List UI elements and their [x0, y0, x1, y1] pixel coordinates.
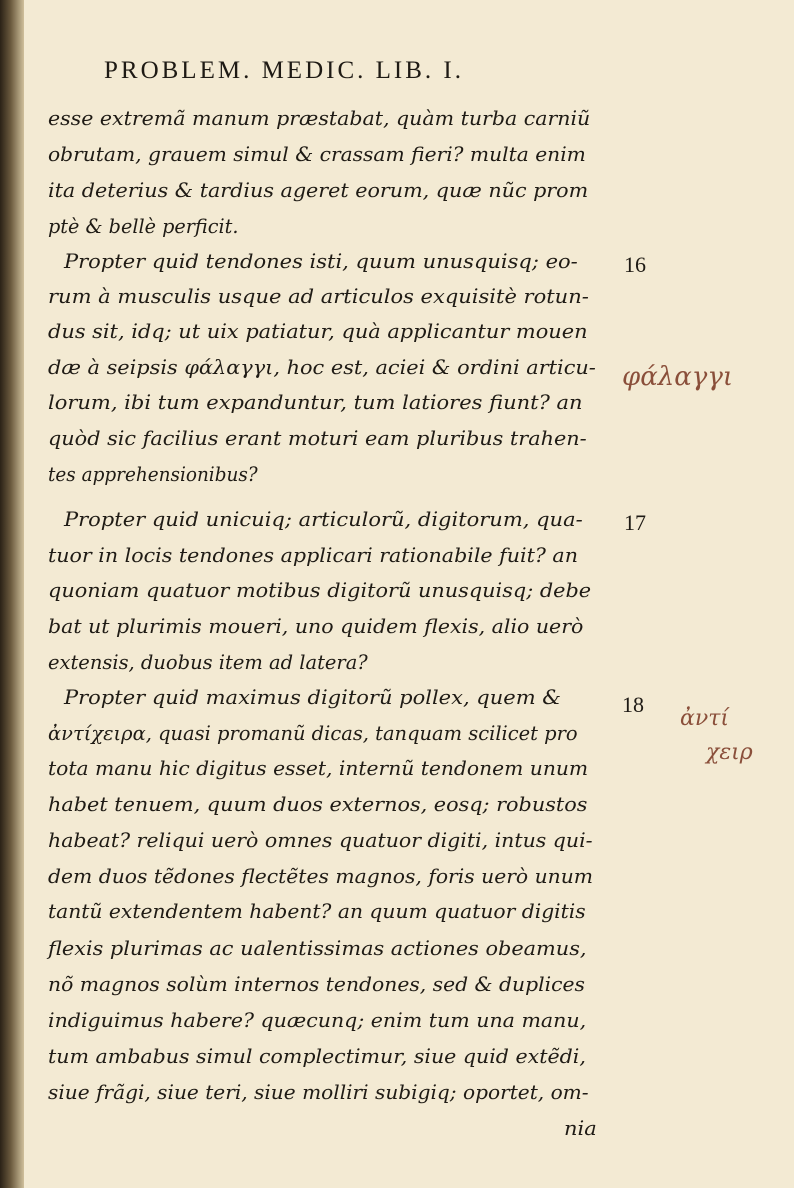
text-line: Propter quid tendones isti, quum unusquisq; eo-: [64, 249, 578, 273]
text-line: dæ à seipsis φάλαγγι, hoc est, aciei & ordini articu-: [48, 355, 596, 379]
marginal-annotation-phalangi: φάλαγγι: [622, 362, 734, 392]
page-edge: [794, 0, 800, 1188]
text-line: tantũ extendentem habent? an quum quatuor digitis: [48, 899, 586, 923]
text-line: Propter quid unicuiq; articulorũ, digitorum, qua-: [64, 507, 583, 531]
text-line: siue frãgi, siue teri, siue molliri subigiq; oportet, om-: [48, 1080, 589, 1104]
text-line: lorum, ibi tum expanduntur, tum latiores fiunt? an: [48, 390, 583, 414]
text-line: bat ut plurimis moueri, uno quidem flexis, alio uerò: [48, 614, 584, 638]
problem-number-17: 17: [624, 510, 646, 535]
text-line: indiguimus habere? quæcunq; enim tum una manu,: [48, 1008, 587, 1032]
marginal-annotation-cheir: χειρ: [706, 740, 753, 765]
text-line: dem duos tẽdones flectẽtes magnos, foris uerò unum: [48, 864, 594, 888]
marginal-annotation-anti: ἀντί: [680, 706, 730, 731]
text-line: ptè & bellè perficit.: [48, 214, 239, 238]
text-line: habet tenuem, quum duos externos, eosq; robustos: [48, 792, 588, 816]
text-line: extensis, duobus item ad latera?: [48, 650, 368, 674]
text-line: habeat? reliqui uerò omnes quatuor digiti, intus qui-: [48, 828, 593, 852]
text-line: quoniam quatuor motibus digitorũ unusquisq; debe: [48, 578, 592, 602]
text-line: quòd sic facilius erant moturi eam pluribus trahen-: [48, 426, 587, 450]
running-header: PROBLEM. MEDIC. LIB. I.: [104, 57, 464, 84]
text-line: Propter quid maximus digitorũ pollex, quem &: [64, 685, 561, 709]
text-line: esse extremã manum præstabat, quàm turba carniũ: [48, 106, 591, 130]
text-line: nõ magnos solùm internos tendones, sed & duplices: [48, 972, 585, 996]
problem-number-16: 16: [624, 252, 646, 277]
text-line: obrutam, grauem simul & crassam fieri? multa enim: [48, 142, 586, 166]
text-line: tota manu hic digitus esset, internũ tendonem unum: [48, 756, 589, 780]
text-line: tum ambabus simul complectimur, siue quid extẽdi,: [48, 1044, 586, 1068]
text-line: ἀντίχειρα, quasi promanũ dicas, tanquam scilicet pro: [48, 721, 578, 745]
text-line: rum à musculis usque ad articulos exquisitè rotun-: [48, 284, 589, 308]
text-line: flexis plurimas ac ualentissimas actiones obeamus,: [48, 936, 587, 960]
text-line: ita deterius & tardius ageret eorum, quæ nũc prom: [48, 178, 589, 202]
text-line: tes apprehensionibus?: [48, 462, 258, 486]
book-spine: [0, 0, 24, 1188]
text-line: tuor in locis tendones applicari rationabile fuit? an: [48, 543, 578, 567]
problem-number-18: 18: [622, 692, 644, 717]
text-line: nia: [564, 1116, 597, 1140]
text-line: dus sit, idq; ut uix patiatur, quà applicantur mouen: [48, 319, 588, 343]
